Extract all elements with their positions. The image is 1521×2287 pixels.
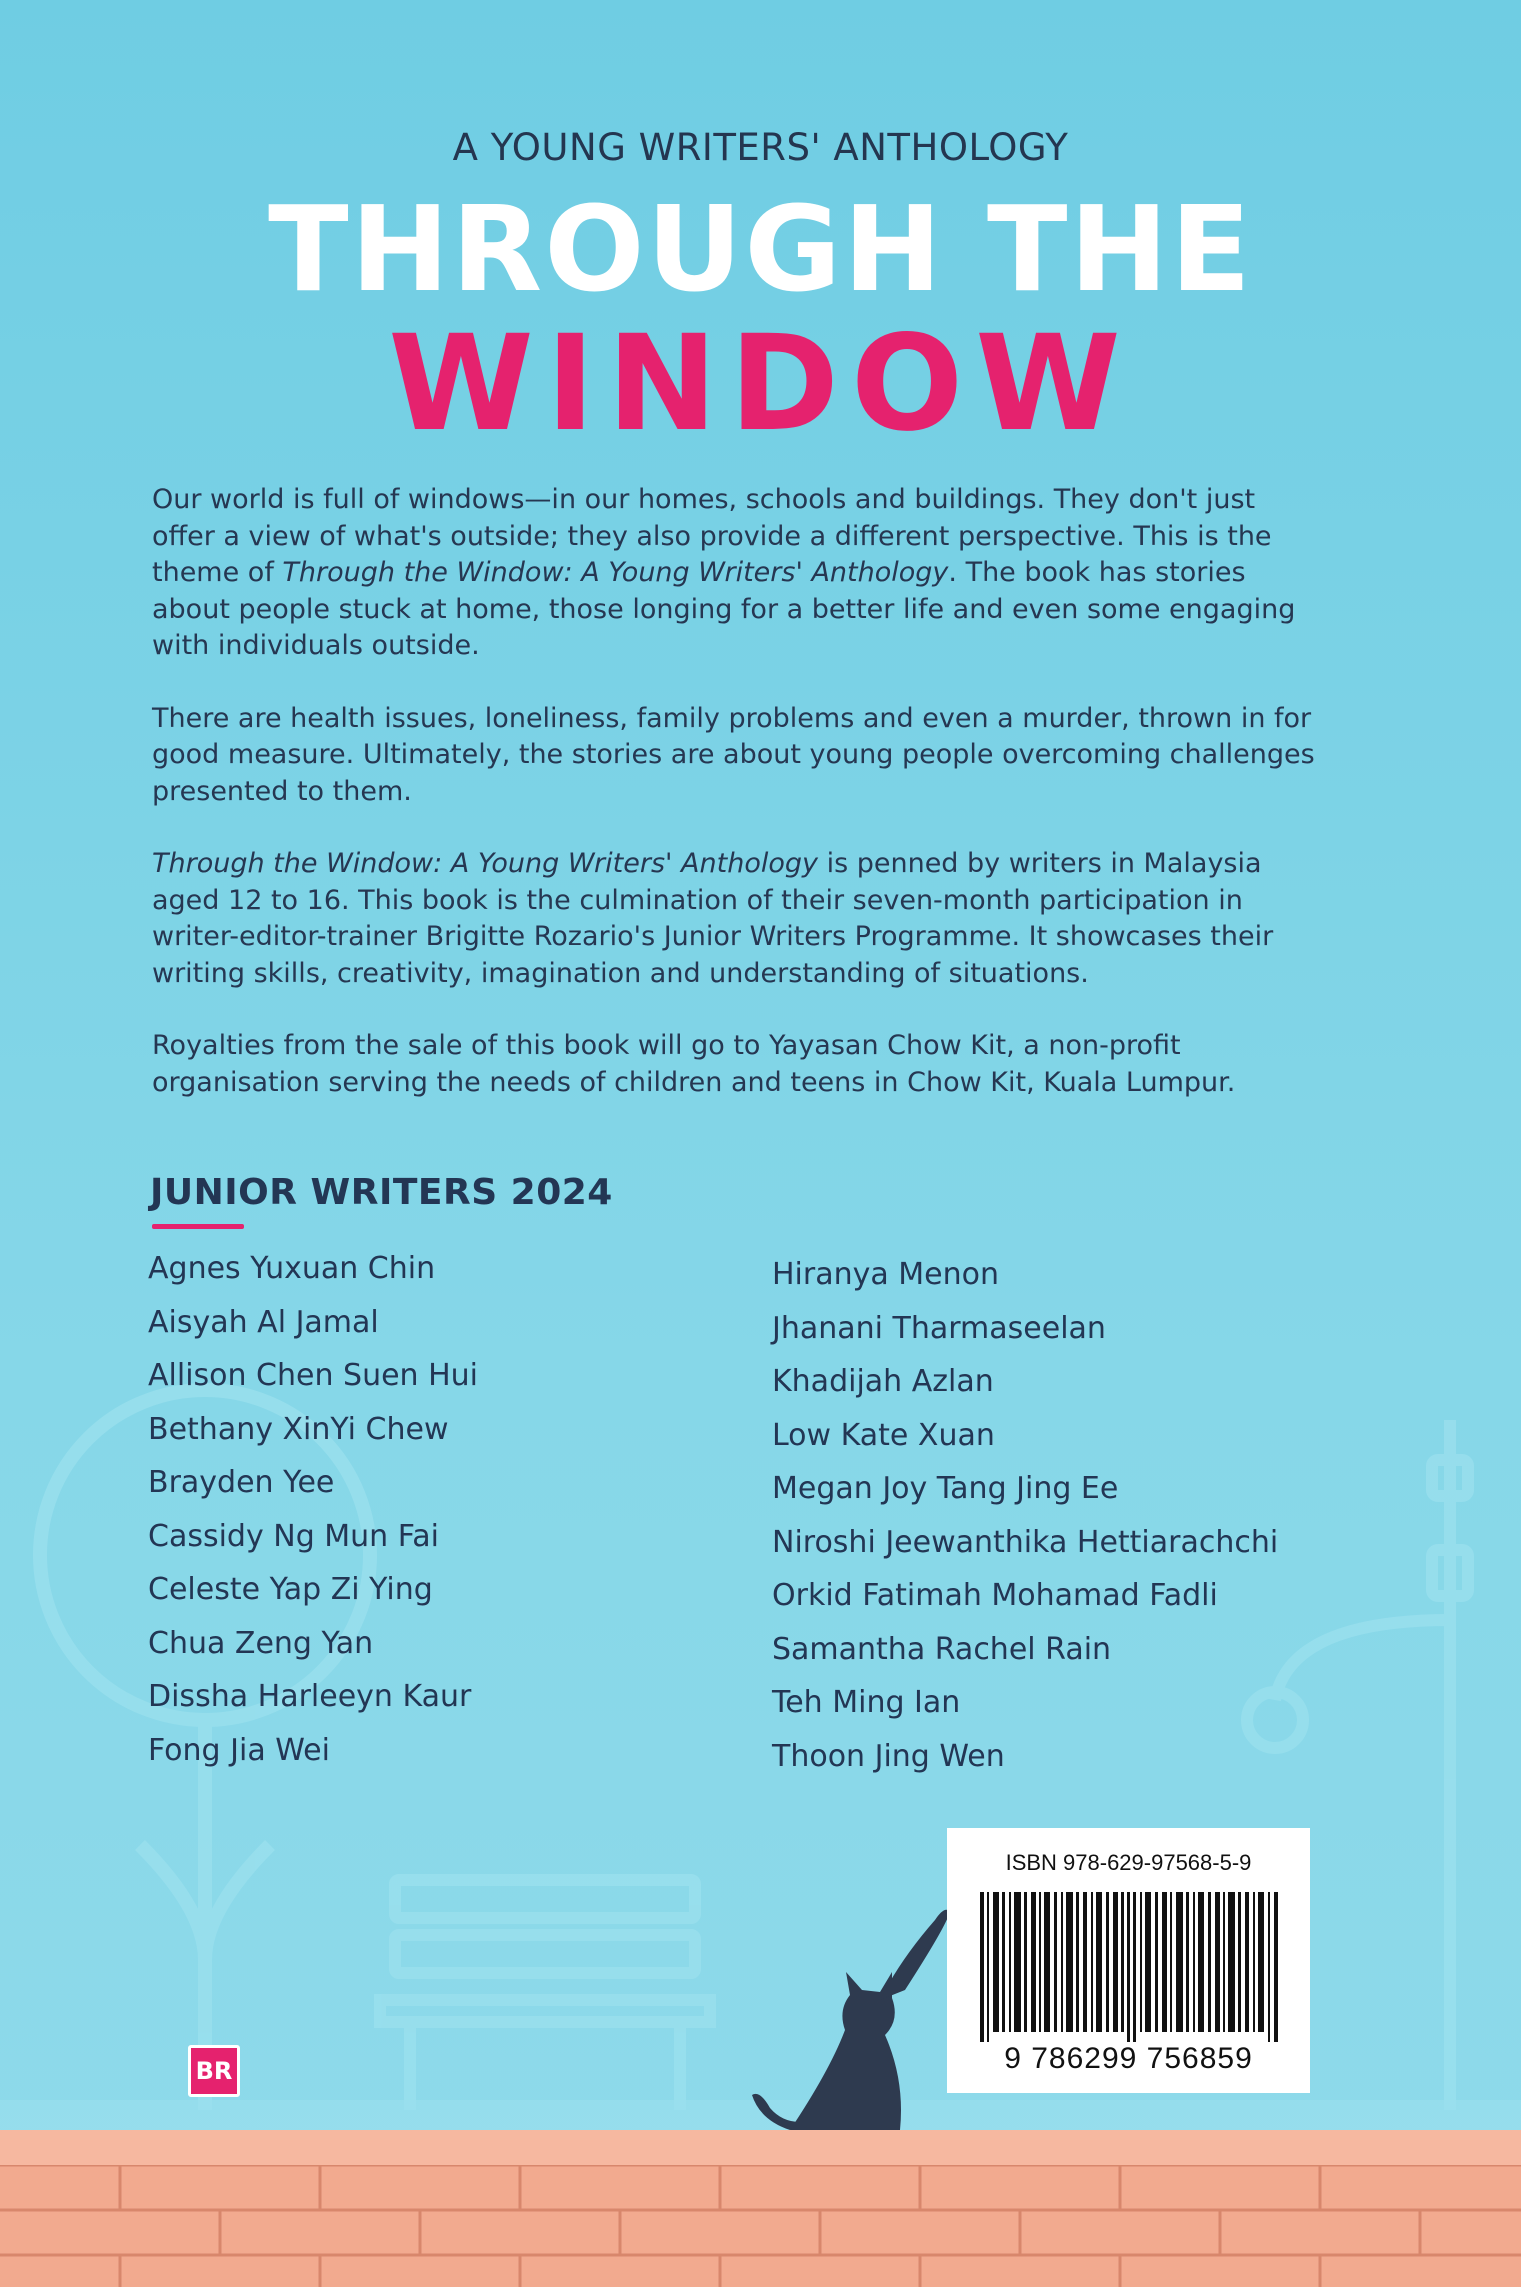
blurb-paragraph-2: There are health issues, loneliness, family problems and even a murder, thrown in for good measure. Ultimately, the stories are about young people overcoming challenges presented to them. xyxy=(152,702,1315,807)
writer-name: Samantha Rachel Rain xyxy=(772,1631,1112,1667)
writer-name: Teh Ming Ian xyxy=(772,1685,961,1720)
junior-writers-heading: JUNIOR WRITERS 2024 xyxy=(150,1172,613,1213)
blurb-paragraph-3 xyxy=(152,846,1322,992)
bench-illustration xyxy=(380,1880,710,2110)
writer-name: Dissha Harleeyn Kaur xyxy=(148,1679,472,1714)
writer-name: Chua Zeng Yan xyxy=(148,1625,374,1661)
writer-name: Low Kate Xuan xyxy=(772,1417,995,1453)
blurb-p1-end: . The book has stories about people stuck at home, those longing for a better life and even some engaging with individuals outside. xyxy=(152,557,1296,661)
writer-name: Brayden Yee xyxy=(148,1465,335,1500)
writer-name: Allison Chen Suen Hui xyxy=(148,1358,478,1393)
writer-name: Agnes Yuxuan Chin xyxy=(148,1251,436,1286)
writer-name: Aisyah Al Jamal xyxy=(148,1304,379,1340)
writer-name: Niroshi Jeewanthika Hettiarachchi xyxy=(772,1524,1279,1560)
title-line-2: WINDOW xyxy=(388,307,1133,461)
barcode-digits: 9 786299 756859 xyxy=(1004,2042,1253,2075)
heading-underline xyxy=(152,1224,244,1229)
isbn-number: ISBN 978-629-97568-5-9 xyxy=(1005,1850,1252,1875)
writer-name: Hiranya Menon xyxy=(772,1257,1000,1292)
writer-name: Jhanani Tharmaseelan xyxy=(772,1310,1106,1346)
writers-list-left xyxy=(148,1242,478,1777)
cat-silhouette xyxy=(752,1910,950,2130)
blurb-p3-title: Through the Window: A Young Writers' Anthology xyxy=(152,848,818,879)
writer-name: Khadijah Azlan xyxy=(772,1364,994,1399)
writers-list-right xyxy=(772,1248,1278,1783)
blurb-p3-body: is penned by writers in Malaysia aged 12 to 16. This book is the culmination of their seven-month participation in writer-editor-trainer Brigitte Rozario's Junior Writers Programme. It showcases their writing skills, creativity, imagination and understanding of situations. xyxy=(152,848,1274,989)
writer-name: Celeste Yap Zi Ying xyxy=(148,1572,433,1607)
blurb-paragraph-1 xyxy=(152,482,1322,665)
title-line-1: THROUGH THE xyxy=(268,180,1253,318)
blurb-paragraph-4: Royalties from the sale of this book will go to Yayasan Chow Kit, a non-profit organisation serving the needs of children and teens in Chow Kit, Kuala Lumpur. xyxy=(152,1030,1236,1098)
writer-name: Megan Joy Tang Jing Ee xyxy=(772,1471,1119,1506)
blurb-p1-start: Our world is full of windows—in our homes, schools and buildings. They don't just offer a view of what's outside; they also provide a different perspective. This is the theme of xyxy=(152,484,1272,588)
writer-name: Orkid Fatimah Mohamad Fadli xyxy=(772,1578,1218,1613)
isbn-barcode-label xyxy=(947,1828,1310,2093)
writer-name: Fong Jia Wei xyxy=(148,1732,330,1768)
brick-wall xyxy=(0,2130,1521,2287)
writer-name: Bethany XinYi Chew xyxy=(148,1411,449,1447)
publisher-logo: BR xyxy=(188,2045,240,2097)
barcode-icon xyxy=(980,1892,1280,2042)
blurb-p1-title: Through the Window: A Young Writers' Anthology xyxy=(282,557,949,588)
writer-name: Cassidy Ng Mun Fai xyxy=(148,1518,439,1554)
anthology-kicker: A YOUNG WRITERS' ANTHOLOGY xyxy=(452,126,1069,169)
book-blurb xyxy=(152,482,1322,1137)
writer-name: Thoon Jing Wen xyxy=(772,1738,1005,1774)
